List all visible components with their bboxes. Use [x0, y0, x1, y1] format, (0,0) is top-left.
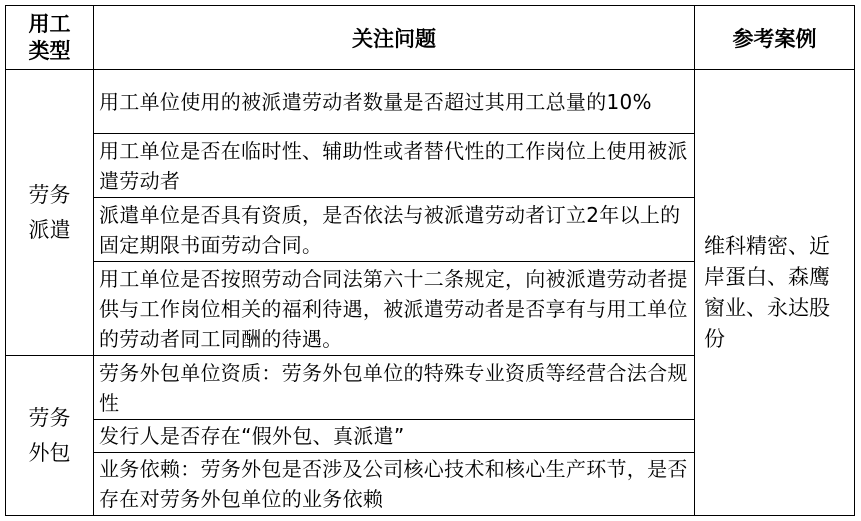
issue-item: 用工单位使用的被派遣劳动者数量是否超过其用工总量的10%	[94, 70, 695, 134]
issue-item: 用工单位是否在临时性、辅助性或者替代性的工作岗位上使用被派遣劳动者	[94, 134, 695, 198]
issue-item: 发行人是否存在“假外包、真派遣”	[94, 420, 695, 453]
reference-cases: 维科精密、近岸蛋白、森鹰窗业、永达股份	[695, 70, 855, 516]
issue-item: 用工单位是否按照劳动合同法第六十二条规定，向被派遣劳动者提供与工作岗位相关的福利待遇，被派遣劳动者是否享有与用工单位的劳动者同工同酬的待遇。	[94, 262, 695, 356]
header-issues: 关注问题	[94, 6, 695, 70]
type-labor-dispatch: 劳务 派遣	[6, 70, 94, 356]
issue-item: 派遣单位是否具有资质，是否依法与被派遣劳动者订立2年以上的固定期限书面劳动合同。	[94, 198, 695, 262]
issue-item: 业务依赖：劳务外包是否涉及公司核心技术和核心生产环节，是否存在对劳务外包单位的业务依赖	[94, 453, 695, 516]
header-row	[6, 6, 855, 70]
table-row	[6, 70, 855, 134]
issue-item: 劳务外包单位资质：劳务外包单位的特殊专业资质等经营合法合规性	[94, 356, 695, 420]
type-labor-outsourcing: 劳务 外包	[6, 356, 94, 516]
header-employment-type: 用工 类型	[6, 6, 94, 70]
labor-issues-table	[5, 5, 855, 516]
header-reference-cases: 参考案例	[695, 6, 855, 70]
